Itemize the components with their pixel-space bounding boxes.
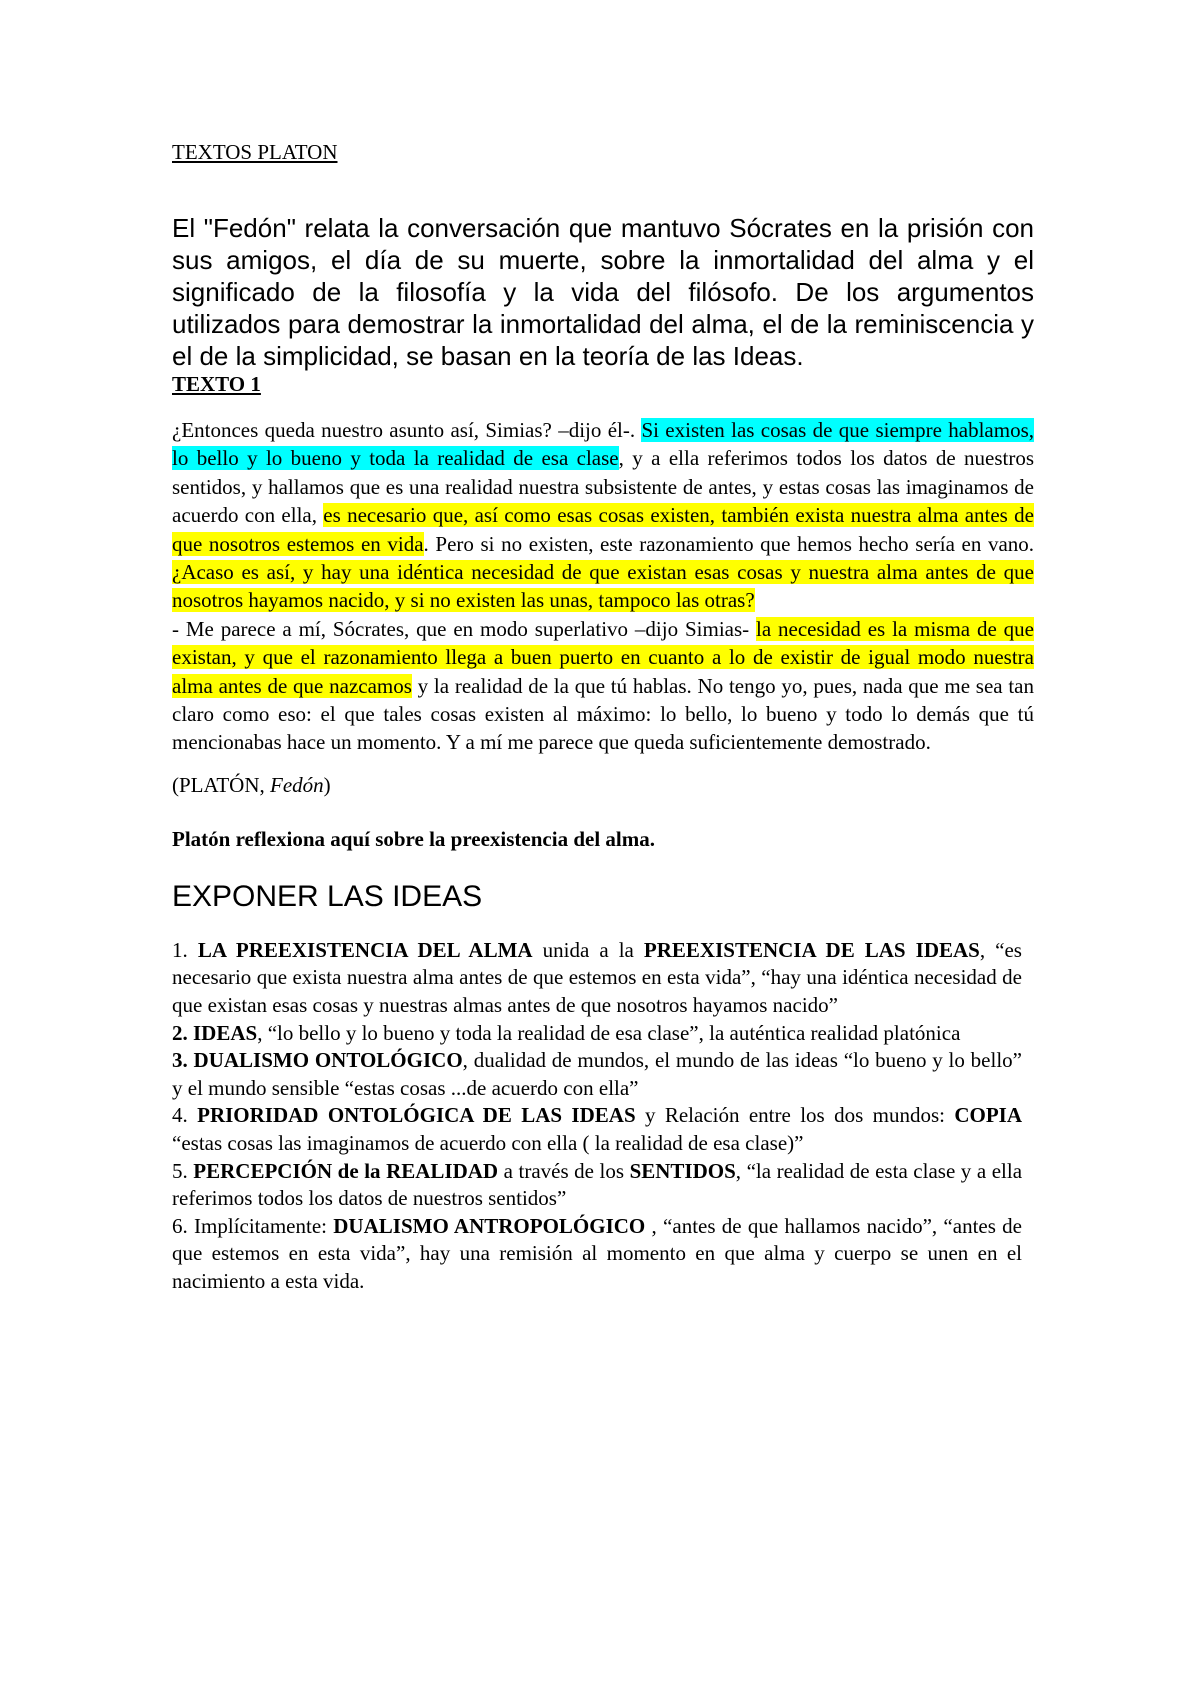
- idea-item-2: [172, 1020, 1022, 1048]
- ideas-list: [172, 937, 1022, 1296]
- idea-term: 2. IDEAS: [172, 1020, 258, 1045]
- section-heading: EXPONER LAS IDEAS: [172, 879, 483, 913]
- idea-term: SENTIDOS: [629, 1158, 736, 1183]
- document-title: TEXTOS PLATON: [172, 140, 338, 164]
- citation-open: (PLATÓN,: [172, 772, 270, 797]
- idea-text: , “es necesario que exista nuestra alma antes de que estemos en esta vida”, “hay una idéntica necesidad de que existan esas cosas y nuestras almas antes de que nosotros hayamos nacido”: [172, 937, 1022, 1018]
- citation-work: Fedón: [270, 772, 324, 797]
- idea-text: , dualidad de mundos, el mundo de las ideas “lo bueno y lo bello” y el mundo sensible “estas cosas ...de acuerdo con ella”: [172, 1048, 1022, 1100]
- idea-term: PREEXISTENCIA DE LAS IDEAS: [643, 937, 980, 962]
- idea-term: PRIORIDAD ONTOLÓGICA DE LAS IDEAS: [197, 1103, 636, 1128]
- passage-highlight-yellow: ¿Acaso es así, y hay una idéntica necesidad de que existan esas cosas y nuestra alma antes de que nosotros hayamos nacido, y si no existen las unas, tampoco las otras?: [172, 560, 1034, 613]
- plato-passage: [172, 416, 1034, 757]
- idea-item-6: [172, 1213, 1022, 1296]
- idea-text: , “antes de que hallamos nacido”, “antes de que estemos en esta vida”, hay una remisión al momento en que alma y cuerpo se unen en el nacimiento a esta vida.: [172, 1213, 1023, 1293]
- passage-highlight-yellow: la necesidad es la misma de que existan, y que el razonamiento llega a buen puerto en cuanto a lo de existir de igual modo nuestra alma antes de que nazcamos: [172, 616, 1034, 698]
- idea-text: “estas cosas las imaginamos de acuerdo con ella ( la realidad de esa clase)”: [172, 1131, 804, 1156]
- document-page: [172, 140, 1034, 1296]
- idea-text: unida a la: [532, 937, 644, 962]
- passage-text: y la realidad de la que tú hablas. No tengo yo, pues, nada que me sea tan claro como eso: el que tales cosas existen al máximo: lo bello, lo bueno y todo lo demás que tú mencionabas hace un momento. Y a mí me parece que queda suficientemente demostrado.: [172, 673, 1034, 755]
- idea-text: , “lo bello y lo bueno y toda la realidad de esa clase”, la auténtica realidad platónica: [257, 1020, 961, 1045]
- idea-item-5: [172, 1158, 1022, 1213]
- idea-number: 6. Implícitamente:: [172, 1213, 334, 1238]
- idea-text: y Relación entre los dos mundos:: [635, 1103, 955, 1128]
- idea-term: DUALISMO ANTROPOLÓGICO: [333, 1213, 646, 1238]
- citation: [172, 771, 1034, 799]
- idea-term: COPIA: [954, 1103, 1022, 1128]
- passage-highlight-cyan: Si existen las cosas de que siempre hablamos, lo bello y lo bueno y toda la realidad de esa clase: [172, 418, 1034, 471]
- citation-close: ): [323, 772, 331, 797]
- reflection-note: Platón reflexiona aquí sobre la preexistencia del alma.: [172, 826, 655, 851]
- idea-number: 5.: [172, 1158, 194, 1183]
- idea-number: 1.: [172, 937, 198, 962]
- passage-text: - Me parece a mí, Sócrates, que en modo superlativo –dijo Simias-: [172, 616, 757, 641]
- idea-item-4: [172, 1102, 1022, 1157]
- idea-term: LA PREEXISTENCIA DEL ALMA: [197, 937, 533, 962]
- passage-text: ¿Entonces queda nuestro asunto así, Simias? –dijo él-.: [172, 418, 642, 442]
- idea-text: , “la realidad de esta clase y a ella referimos todos los datos de nuestros sentidos”: [172, 1158, 1023, 1211]
- idea-term: PERCEPCIÓN de la REALIDAD: [193, 1158, 499, 1183]
- idea-item-1: [172, 937, 1022, 1020]
- idea-number: 4.: [172, 1103, 198, 1128]
- idea-text: a través de los: [498, 1158, 630, 1183]
- idea-term: 3. DUALISMO ONTOLÓGICO: [172, 1048, 463, 1073]
- intro-paragraph: El "Fedón" relata la conversación que mantuvo Sócrates en la prisión con sus amigos, el día de su muerte, sobre la inmortalidad del alma y el significado de la filosofía y la vida del filósofo. De los argumentos utilizados para demostrar la inmortalidad del alma, el de la reminiscencia y el de la simplicidad, se basan en la teoría de las Ideas.: [172, 213, 1034, 371]
- passage-highlight-yellow: es necesario que, así como esas cosas existen, también exista nuestra alma antes de que nosotros estemos en vida: [172, 503, 1034, 556]
- idea-item-3: [172, 1047, 1022, 1102]
- passage-text: . Pero si no existen, este razonamiento que hemos hecho sería en vano.: [423, 531, 1035, 556]
- passage-text: , y a ella referimos todos los datos de nuestros sentidos, y hallamos que es una realidad nuestra subsistente de antes, y estas cosas las imaginamos de acuerdo con ella,: [172, 446, 1035, 528]
- texto-1-label: TEXTO 1: [172, 372, 261, 396]
